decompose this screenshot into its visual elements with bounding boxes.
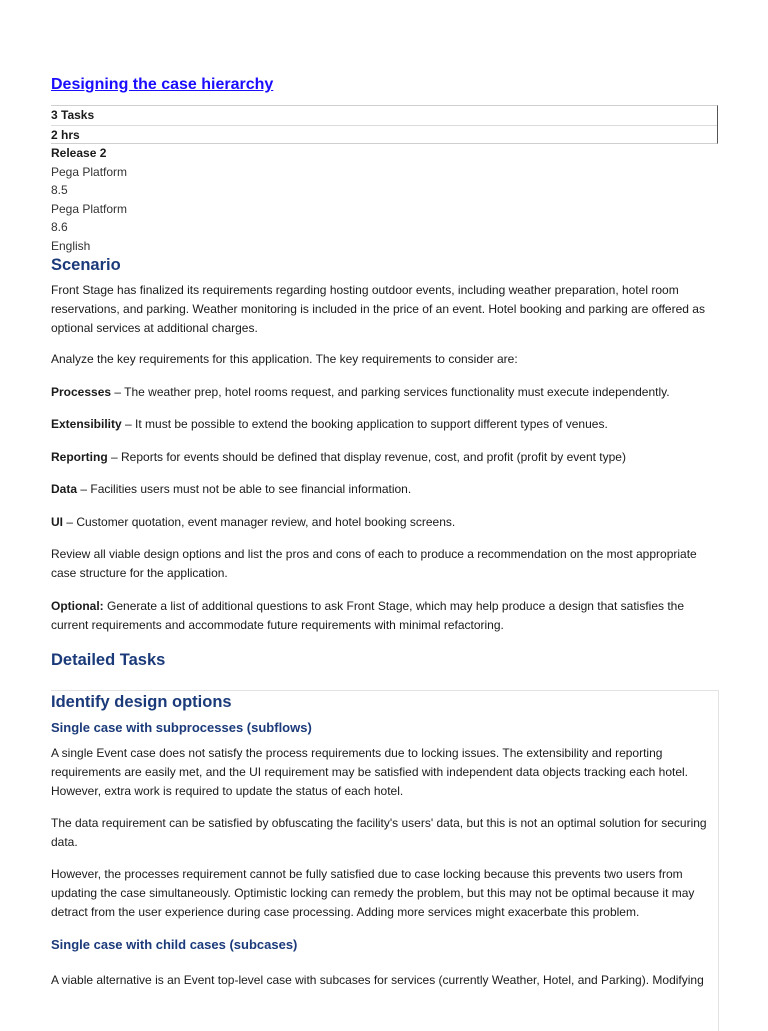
- meta-language: English: [51, 238, 91, 253]
- option-1-paragraph-3: However, the processes requirement cannot be fully satisfied due to case locking because this prevents two users from updating the case simultaneously. Optimistic locking can remedy the problem, but this may not be optimal because it may detract from the user experience during case processing. Adding more services might exacerbate this problem.: [51, 867, 695, 919]
- requirement-term: Processes: [51, 385, 112, 399]
- option-1-paragraph-1: A single Event case does not satisfy the process requirements due to locking issues. The extensibility and reporting requirements are easily met, and the UI requirement may be satisfied with independent data objects tracking each hotel. However, extra work is required to update the status of each hotel.: [51, 746, 689, 798]
- requirement-ui: [51, 513, 718, 532]
- optional-term: Optional:: [51, 599, 104, 613]
- requirement-term: Reporting: [51, 450, 108, 464]
- option-1-title: Single case with subprocesses (subflows): [51, 720, 312, 735]
- detailed-tasks-heading: Detailed Tasks: [51, 651, 166, 669]
- meta-release: Release 2: [51, 146, 107, 160]
- requirement-text: – The weather prep, hotel rooms request, and parking services functionality must execute independently.: [111, 385, 670, 399]
- option-2-paragraph-1: A viable alternative is an Event top-level case with subcases for services (currently Weather, Hotel, and Parking). Modifying: [51, 973, 704, 987]
- requirement-text: – Customer quotation, event manager review, and hotel booking screens.: [63, 515, 456, 529]
- meta-platform-1: Pega Platform: [51, 164, 128, 179]
- scenario-analyze: Analyze the key requirements for this application. The key requirements to consider are:: [51, 352, 518, 366]
- requirement-text: – Reports for events should be defined that display revenue, cost, and profit (profit by event type): [107, 450, 626, 464]
- meta-platform-2: Pega Platform: [51, 201, 128, 216]
- scenario-heading: Scenario: [51, 256, 121, 274]
- option-2-title: Single case with child cases (subcases): [51, 937, 298, 952]
- option-1-paragraph-2: The data requirement can be satisfied by obfuscating the facility's users' data, but this is not an optimal solution for securing data.: [51, 816, 707, 849]
- requirement-text: – Facilities users must not be able to see financial information.: [77, 482, 412, 496]
- scenario-optional: [51, 597, 718, 635]
- meta-version-1: 8.5: [51, 183, 68, 197]
- requirement-term: UI: [51, 515, 63, 529]
- requirement-text: – It must be possible to extend the booking application to support different types of venues.: [121, 417, 608, 431]
- requirement-processes: [51, 383, 718, 402]
- meta-task-count: 3 Tasks: [51, 108, 95, 122]
- optional-text: Generate a list of additional questions to ask Front Stage, which may help produce a design that satisfies the current requirements and accommodate future requirements with minimal refactoring.: [51, 599, 685, 632]
- requirement-term: Data: [51, 482, 78, 496]
- requirement-reporting: [51, 448, 718, 467]
- requirement-extensibility: [51, 415, 718, 434]
- requirement-data: [51, 480, 718, 499]
- page-title-link[interactable]: Designing the case hierarchy: [51, 76, 274, 93]
- identify-design-options-heading: Identify design options: [51, 693, 232, 711]
- meta-duration: 2 hrs: [51, 125, 717, 144]
- module-metadata: [51, 105, 718, 255]
- scenario-intro: Front Stage has finalized its requirements regarding hosting outdoor events, including weather preparation, hotel room reservations, and parking. Weather monitoring is included in the price of an event. Hotel booking and parking are offered as optional services at additional charges.: [51, 283, 705, 335]
- scenario-review: Review all viable design options and list the pros and cons of each to produce a recommendation on the most appropriate case structure for the application.: [51, 547, 697, 580]
- requirement-term: Extensibility: [51, 417, 122, 431]
- meta-summary-box: [51, 105, 718, 144]
- meta-version-2: 8.6: [51, 220, 68, 234]
